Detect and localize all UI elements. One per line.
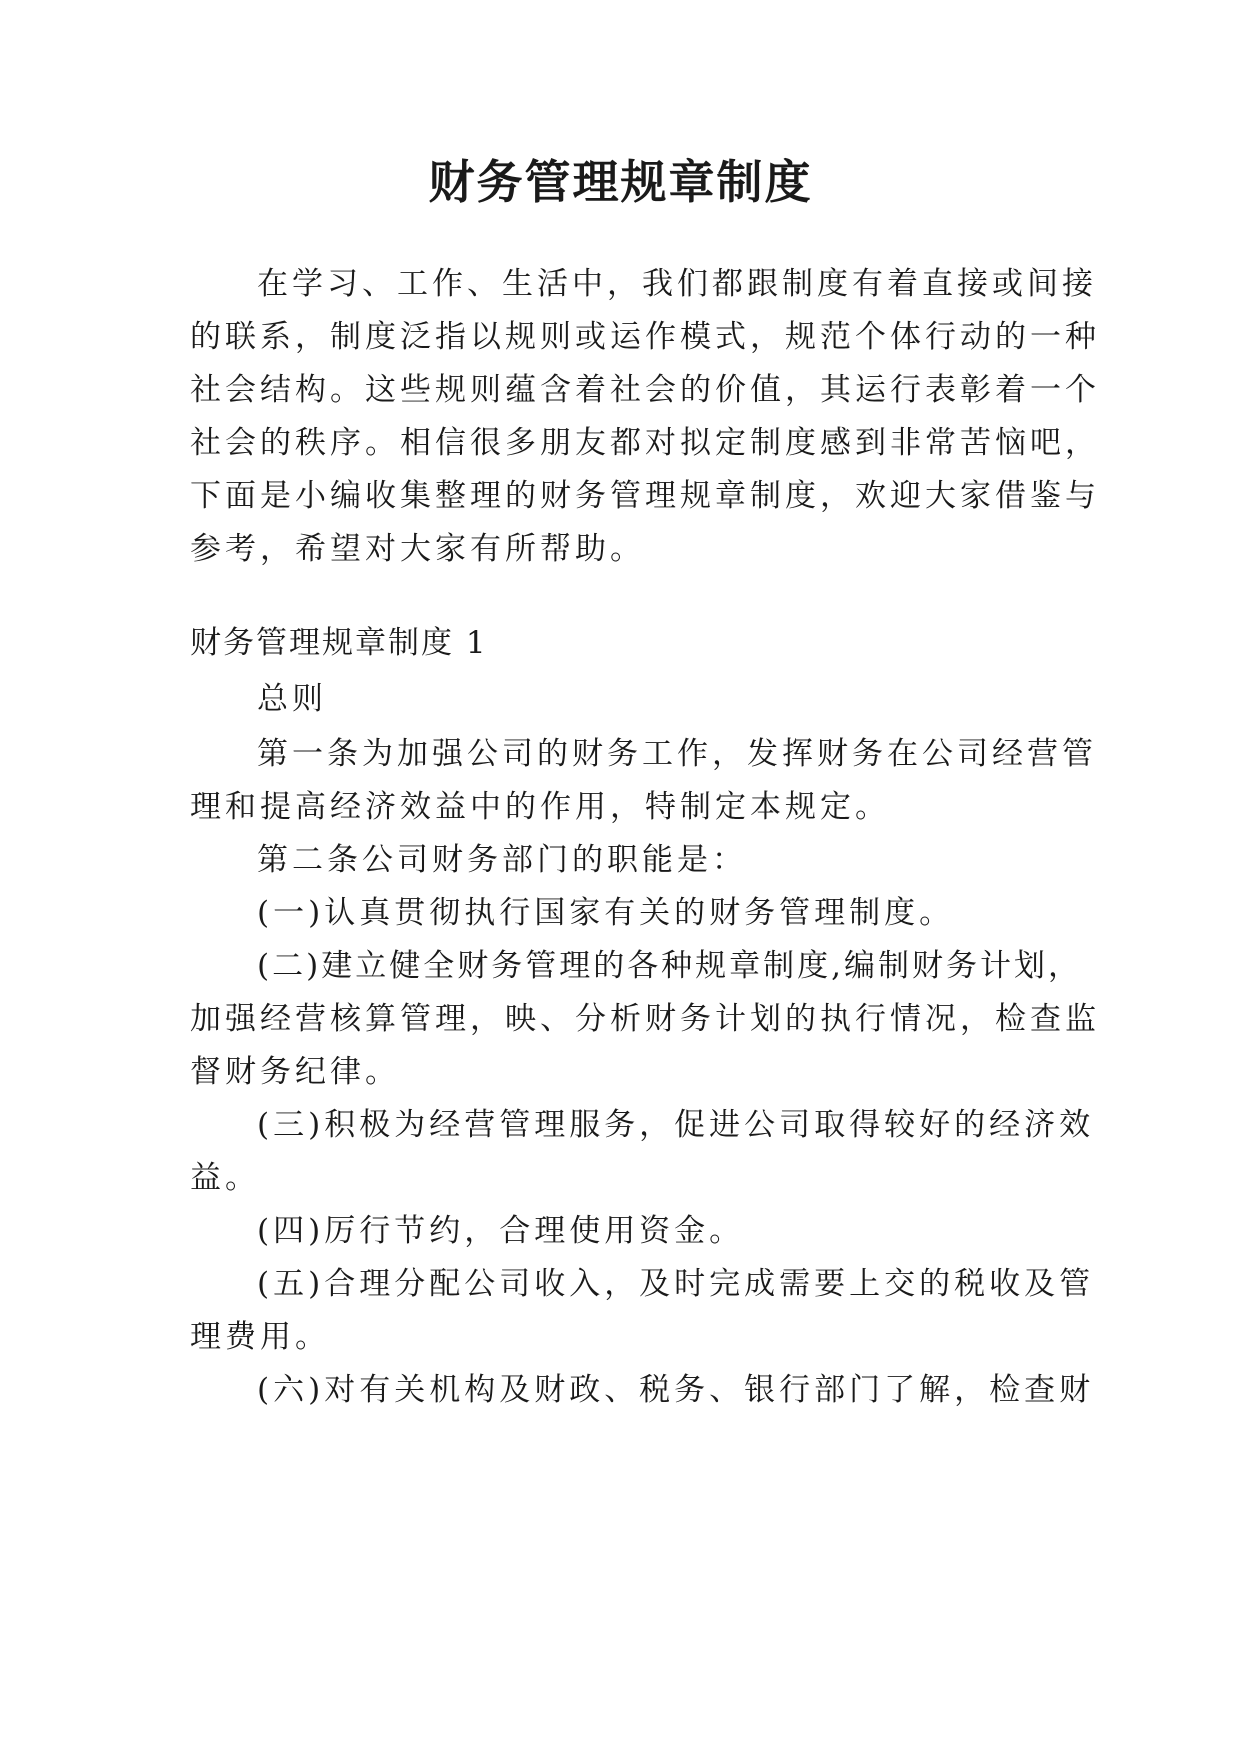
intro-line: 的联系，制度泛指以规则或运作模式，规范个体行动的一种: [190, 319, 1100, 355]
intro-line: 社会的秩序。相信很多朋友都对拟定制度感到非常苦恼吧，: [190, 425, 1100, 461]
body-line: 督财务纪律。: [190, 1054, 400, 1090]
body-line: (二)建立健全财务管理的各种规章制度,编制财务计划，: [257, 948, 1083, 984]
intro-line: 在学习、工作、生活中，我们都跟制度有着直接或间接: [257, 266, 1097, 302]
body-line: 第二条公司财务部门的职能是：: [257, 842, 747, 878]
section-heading: 财务管理规章制度 1: [190, 625, 488, 661]
body-line: (五)合理分配公司收入，及时完成需要上交的税收及管: [257, 1266, 1095, 1302]
document-title: 财务管理规章制度: [428, 155, 813, 209]
body-line: 第一条为加强公司的财务工作，发挥财务在公司经营管: [257, 736, 1097, 772]
body-line: 加强经营核算管理，映、分析财务计划的执行情况，检查监: [190, 1001, 1100, 1037]
body-line: 理和提高经济效益中的作用，特制定本规定。: [190, 789, 890, 825]
body-line: (四)厉行节约，合理使用资金。: [257, 1213, 745, 1249]
body-line: 总则: [257, 681, 327, 717]
intro-line: 社会结构。这些规则蕴含着社会的价值，其运行表彰着一个: [190, 372, 1100, 408]
body-line: (六)对有关机构及财政、税务、银行部门了解，检查财: [257, 1372, 1095, 1408]
intro-line: 参考，希望对大家有所帮助。: [190, 531, 645, 567]
body-line: 理费用。: [190, 1319, 330, 1355]
body-line: (三)积极为经营管理服务，促进公司取得较好的经济效: [257, 1107, 1095, 1143]
intro-line: 下面是小编收集整理的财务管理规章制度，欢迎大家借鉴与: [190, 478, 1100, 514]
body-line: 益。: [190, 1160, 260, 1196]
body-line: (一)认真贯彻执行国家有关的财务管理制度。: [257, 895, 955, 931]
